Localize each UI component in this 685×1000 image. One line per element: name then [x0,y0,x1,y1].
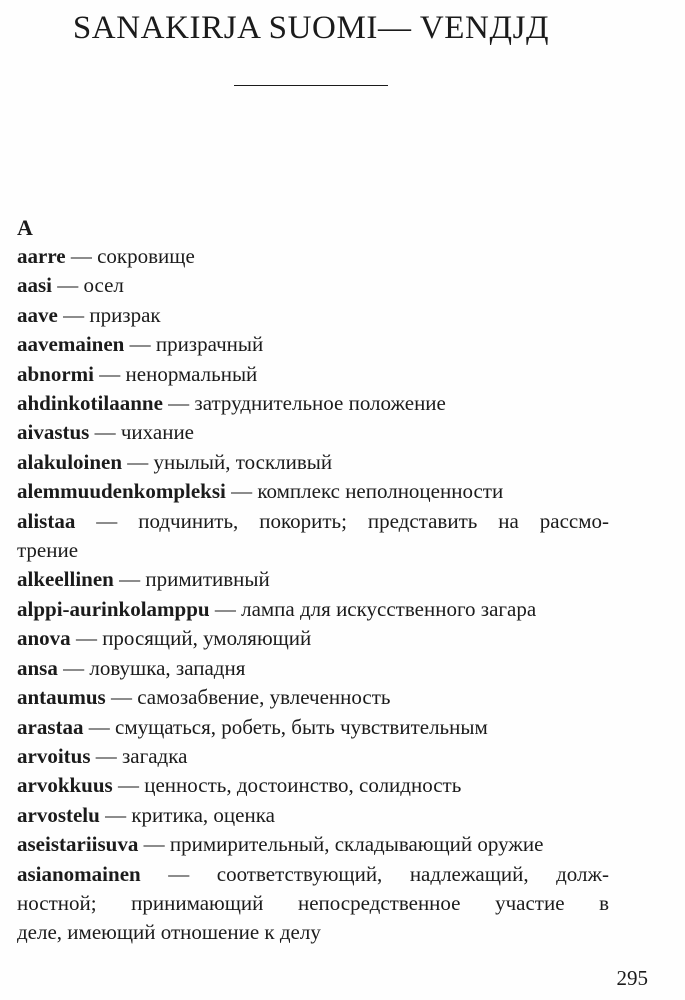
dictionary-entry [17,507,609,566]
dictionary-entry [17,271,609,300]
entry-definition: — ненормальный [99,361,258,386]
dictionary-entry [17,477,609,506]
entry-term: ahdinkotilaanne [17,391,163,416]
dictionary-entry [17,830,609,859]
entry-term: alkeellinen [17,567,114,592]
dictionary-entry [17,654,609,683]
entry-definition: — чихание [94,420,195,445]
entry-term: antaumus [17,685,106,710]
entry-term: aseistariisuva [17,832,139,857]
entry-term: aivastus [17,420,90,445]
dictionary-entry [17,565,609,594]
dictionary-entries [17,242,609,948]
entry-definition: — призрак [63,302,161,327]
entry-term: arvostelu [17,802,100,827]
entry-term: ansa [17,655,58,680]
entry-term: aavemainen [17,332,125,357]
entry-definition: — лампа для искусственного загара [214,596,537,621]
dictionary-entry [17,683,609,712]
dictionary-entry [17,771,609,800]
entry-term: alistaa [17,508,76,533]
dictionary-entry [17,448,609,477]
dictionary-entry [17,595,609,624]
entry-definition: — ловушка, западня [63,655,246,680]
entry-term: abnormi [17,361,95,386]
entry-definition: — подчинить, покорить; представить на рассмо- [96,508,609,533]
entry-definition: — смущаться, робеть, быть чувствительным [88,714,488,739]
dictionary-entry [17,330,609,359]
entry-definition: — просящий, умоляющий [75,626,312,651]
entry-definition: — загадка [95,743,188,768]
dictionary-entry [17,301,609,330]
entry-term: arastaa [17,714,84,739]
dictionary-entry [17,242,609,271]
dictionary-entry [17,860,609,948]
dictionary-entry [17,801,609,830]
entry-term: alppi-aurinkolamppu [17,596,210,621]
page-number: 295 [616,966,648,990]
entry-definition: — призрачный [129,332,264,357]
entry-definition: — унылый, тоскливый [127,449,333,474]
entry-continuation: деле, имеющий отношение к делу [17,920,321,945]
entry-term: arvoitus [17,743,91,768]
entry-definition: — соответствующий, надлежащий, долж- [168,861,610,886]
entry-definition: — затруднительное положение [168,391,446,416]
entry-definition: — примитивный [119,567,270,592]
section-letter: A [17,215,33,240]
entry-continuation: ностной; принимающий непосредственное участие в [17,890,609,915]
entry-term: asianomainen [17,861,141,886]
entry-definition: — примирительный, складывающий оружие [143,832,544,857]
dictionary-entry [17,418,609,447]
entry-definition: — осел [57,273,124,298]
entry-definition: — ценность, достоинство, солидность [117,773,462,798]
dictionary-entry [17,624,609,653]
page-title: SANAKIRJA SUOMI— VENДJД [72,10,550,46]
entry-term: aave [17,302,58,327]
entry-continuation: трение [17,538,79,563]
entry-term: alemmuudenkompleksi [17,479,226,504]
entry-definition: — сокровище [70,244,195,268]
entry-term: arvokkuus [17,773,113,798]
entry-term: anova [17,626,71,651]
dictionary-entry [17,360,609,389]
dictionary-entry [17,389,609,418]
entry-definition: — критика, оценка [105,802,275,827]
dictionary-entry [17,713,609,742]
entry-term: aarre [17,244,66,268]
entry-term: alakuloinen [17,449,123,474]
dictionary-entry [17,742,609,771]
title-divider [234,85,388,86]
entry-definition: — комплекс неполноценности [231,479,504,504]
entry-term: aasi [17,273,53,298]
entry-definition: — самозабвение, увлеченность [110,685,391,710]
